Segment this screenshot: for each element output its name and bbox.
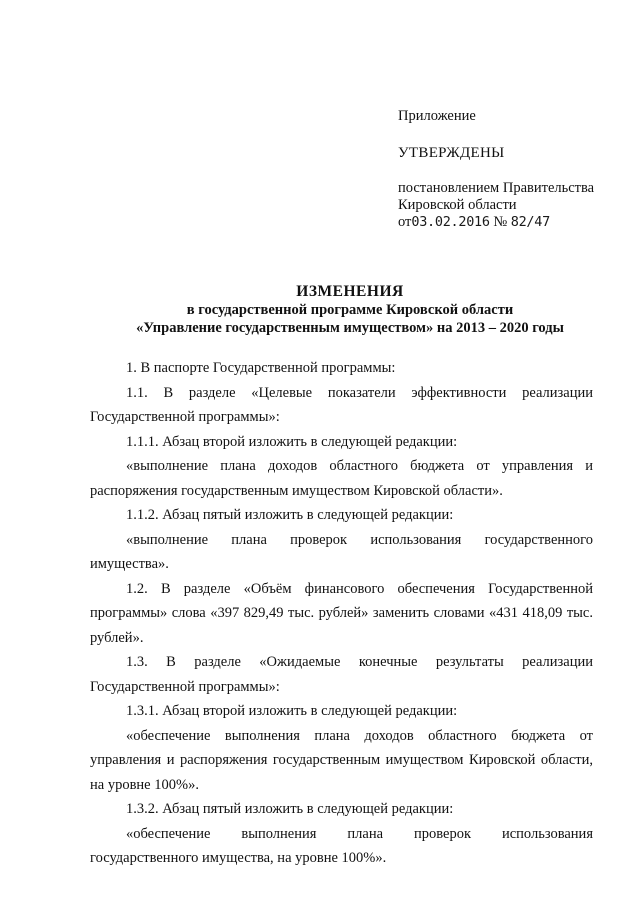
item-1-1-2-text: «выполнение плана проверок использования государственного имущества». xyxy=(90,531,593,572)
document-body xyxy=(90,356,593,871)
decree-line-2: Кировской области xyxy=(398,197,517,213)
title-line-3: «Управление государственным имуществом» на 2013 – 2020 годы xyxy=(136,320,564,336)
item-1-1-1-text: «выполнение плана доходов областного бюджета от управления и распоряжения государственным имуществом Кировской области». xyxy=(90,458,593,499)
item-1-3-2-text: «обеспечение выполнения плана проверок использования государственного имущества, на уровне 100%». xyxy=(90,825,593,866)
approved-label: УТВЕРЖДЕНЫ xyxy=(398,145,505,161)
item-1-3-2: 1.3.2. Абзац пятый изложить в следующей редакции: xyxy=(126,801,454,817)
item-1-3-1: 1.3.1. Абзац второй изложить в следующей редакции: xyxy=(126,703,458,719)
decree-prefix: от xyxy=(398,214,412,230)
item-1-3-1-text: «обеспечение выполнения плана доходов областного бюджета от управления и распоряжения государственным имуществом Кировской области, на уровне 100%». xyxy=(90,727,593,793)
title-line-2: в государственной программе Кировской области xyxy=(186,302,514,318)
title-line-1: ИЗМЕНЕНИЯ xyxy=(296,283,404,300)
decree-block xyxy=(398,180,594,231)
decree-date: 03.02.2016 xyxy=(411,214,490,230)
document-title xyxy=(0,282,640,337)
item-1-2: 1.2. В разделе «Объём финансового обеспечения Государственной программы» слова «397 829,49 тыс. рублей» заменить словами «431 418,09 тыс. рублей». xyxy=(90,580,593,646)
decree-number-label: № xyxy=(493,214,508,230)
item-1-1: 1.1. В разделе «Целевые показатели эффективности реализации Государственной программы»: xyxy=(90,384,593,425)
item-1-1-1: 1.1.1. Абзац второй изложить в следующей редакции: xyxy=(126,433,458,450)
appendix-label: Приложение xyxy=(398,108,476,124)
item-1-1-2: 1.1.2. Абзац пятый изложить в следующей редакции: xyxy=(126,507,454,523)
item-1-3: 1.3. В разделе «Ожидаемые конечные результаты реализации Государственной программы»: xyxy=(90,654,593,695)
decree-line-1: постановлением Правительства xyxy=(398,180,595,196)
decree-line-3 xyxy=(398,214,594,231)
item-1: 1. В паспорте Государственной программы: xyxy=(126,360,396,376)
decree-number: 82/47 xyxy=(510,214,550,230)
